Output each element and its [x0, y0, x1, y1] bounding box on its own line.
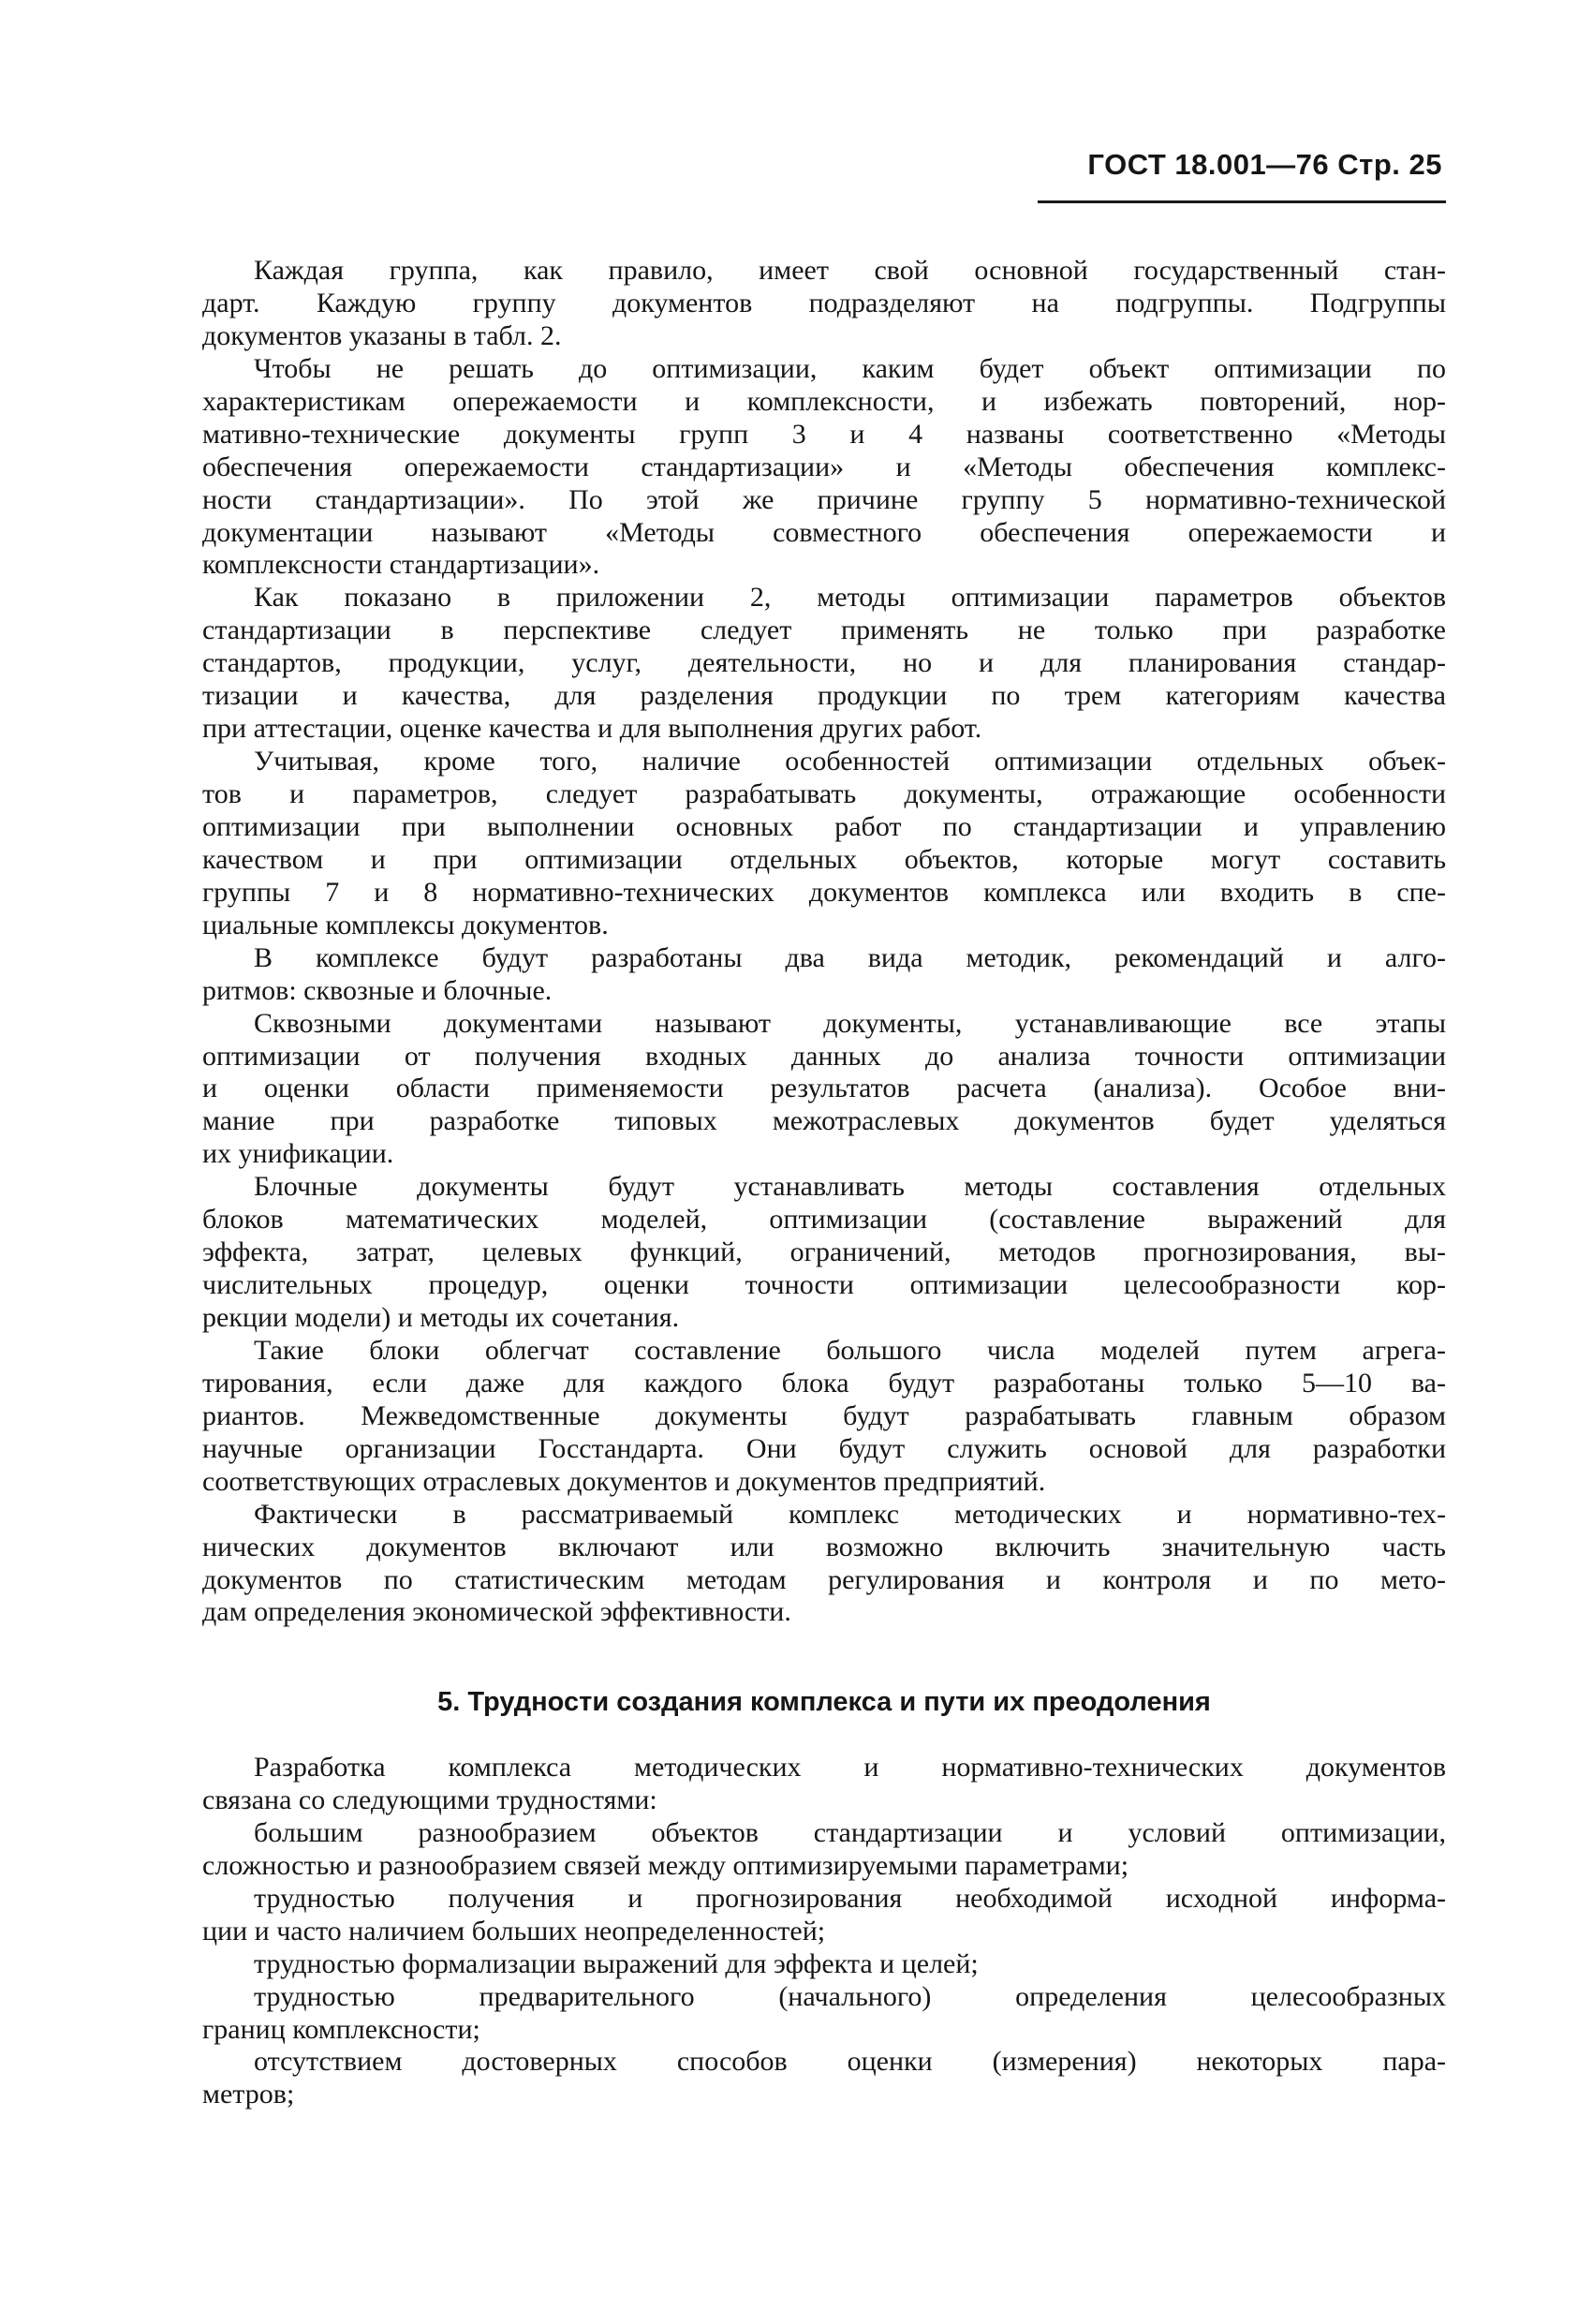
paragraph	[202, 1752, 1446, 1817]
text-line: обеспечения опережаемости стандартизации» и «Методы обеспечения комплекс-	[202, 451, 1446, 482]
text-line: нических документов включают или возможно включить значительную часть	[202, 1531, 1446, 1562]
text-line: дам определения экономической эффективности.	[202, 1596, 791, 1628]
text-line: сложностью и разнообразием связей между оптимизируемыми параметрами;	[202, 1849, 1129, 1881]
text-line: Каждая группа, как правило, имеет свой основной государственный стан-	[254, 255, 1446, 286]
paragraph	[202, 1981, 1446, 2047]
paragraph	[202, 1817, 1446, 1883]
paragraph	[202, 582, 1446, 746]
paragraph	[202, 1883, 1446, 1948]
text-line: Учитывая, кроме того, наличие особенностей оптимизации отдельных объек-	[254, 746, 1446, 777]
text-line: циальные комплексы документов.	[202, 909, 609, 940]
text-line: Сквозными документами называют документы, устанавливающие все этапы	[254, 1007, 1446, 1039]
text-line: при аттестации, оценке качества и для выполнения других работ.	[202, 713, 982, 745]
section-heading: 5. Трудности создания комплекса и пути их преодоления	[437, 1687, 1211, 1717]
text-line: связана со следующими трудностями:	[202, 1784, 657, 1815]
text-line: трудностью предварительного (начального) определения целесообразных	[254, 1980, 1446, 2012]
text-line: трудностью формализации выражений для эффекта и целей;	[254, 1947, 979, 1979]
text-line: трудностью получения и прогнозирования необходимой исходной информа-	[254, 1882, 1446, 1914]
text-line: документов указаны в табл. 2.	[202, 319, 562, 351]
text-line: дарт. Каждую группу документов подразделяют на подгруппы. Подгруппы	[202, 287, 1446, 318]
paragraph	[202, 2046, 1446, 2111]
text-line: их унификации.	[202, 1138, 394, 1170]
paragraph	[202, 746, 1446, 942]
paragraph	[202, 1499, 1446, 1630]
text-line: блоков математических моделей, оптимизации (составление выражений для	[202, 1204, 1446, 1236]
text-line: мание при разработке типовых межотраслевых документов будет уделяться	[202, 1105, 1446, 1137]
text-line: большим разнообразием объектов стандартизации и условий оптимизации,	[254, 1816, 1446, 1848]
text-line: рекции модели) и методы их сочетания.	[202, 1302, 680, 1333]
text-line: эффекта, затрат, целевых функций, ограничений, методов прогнозирования, вы-	[202, 1236, 1446, 1268]
running-head: ГОСТ 18.001—76 Стр. 25	[1087, 148, 1442, 181]
text-line: качеством и при оптимизации отдельных объектов, которые могут составить	[202, 843, 1446, 875]
text-line: Такие блоки облегчат составление большого числа моделей путем агрега-	[254, 1334, 1446, 1366]
paragraph	[202, 353, 1446, 583]
text-line: метров;	[202, 2079, 295, 2110]
text-line: границ комплексности;	[202, 2013, 480, 2045]
paragraph	[202, 255, 1446, 353]
text-line: ности стандартизации». По этой же причине группу 5 нормативно-технической	[202, 483, 1446, 515]
text-line: ритмов: сквозные и блочные.	[202, 974, 553, 1006]
text-line: числительных процедур, оценки точности оптимизации целесообразности кор-	[202, 1269, 1446, 1301]
text-line: документации называют «Методы совместного обеспечения опережаемости и	[202, 516, 1446, 548]
paragraph	[202, 1948, 1446, 1981]
text-line: комплексности стандартизации».	[202, 549, 600, 581]
text-line: риантов. Межведомственные документы будут разрабатывать главным образом	[202, 1399, 1446, 1431]
text-line: Разработка комплекса методических и нормативно-технических документов	[254, 1752, 1446, 1783]
text-line: тов и параметров, следует разрабатывать документы, отражающие особенности	[202, 778, 1446, 809]
text-line: В комплексе будут разработаны два вида методик, рекомендаций и алго-	[254, 941, 1446, 973]
text-line: стандартизации в перспективе следует применять не только при разработке	[202, 614, 1446, 646]
text-line: оптимизации при выполнении основных работ по стандартизации и управлению	[202, 810, 1446, 842]
text-line: тирования, если даже для каждого блока будут разработаны только 5—10 ва-	[202, 1367, 1446, 1399]
text-line: Как показано в приложении 2, методы оптимизации параметров объектов	[254, 582, 1446, 614]
text-line: соответствующих отраслевых документов и документов предприятий.	[202, 1465, 1046, 1497]
paragraph	[202, 1335, 1446, 1499]
text-line: отсутствием достоверных способов оценки (измерения) некоторых пара-	[254, 2046, 1446, 2078]
text-line: тизации и качества, для разделения продукции по трем категориям качества	[202, 680, 1446, 712]
text-line: ции и часто наличием больших неопределенностей;	[202, 1915, 826, 1947]
text-line: научные организации Госстандарта. Они будут служить основой для разработки	[202, 1432, 1446, 1464]
section-text	[202, 1752, 1446, 2111]
text-line: группы 7 и 8 нормативно-технических документов комплекса или входить в спе-	[202, 876, 1446, 908]
text-line: характеристикам опережаемости и комплексности, и избежать повторений, нор-	[202, 385, 1446, 417]
text-line: Фактически в рассматриваемый комплекс методических и нормативно-тех-	[254, 1498, 1446, 1530]
header-rule	[1038, 200, 1446, 203]
text-line: Блочные документы будут устанавливать методы составления отдельных	[254, 1171, 1446, 1203]
text-line: стандартов, продукции, услуг, деятельности, но и для планирования стандар-	[202, 647, 1446, 679]
paragraph	[202, 1008, 1446, 1172]
body-text	[202, 255, 1446, 1629]
paragraph	[202, 1171, 1446, 1335]
text-line: документов по статистическим методам регулирования и контроля и по мето-	[202, 1563, 1446, 1595]
text-line: Чтобы не решать до оптимизации, каким будет объект оптимизации по	[254, 352, 1446, 384]
paragraph	[202, 942, 1446, 1008]
text-line: и оценки области применяемости результатов расчета (анализа). Особое вни-	[202, 1073, 1446, 1104]
text-line: мативно-технические документы групп 3 и 4 названы соответственно «Методы	[202, 418, 1446, 450]
text-line: оптимизации от получения входных данных до анализа точности оптимизации	[202, 1040, 1446, 1072]
